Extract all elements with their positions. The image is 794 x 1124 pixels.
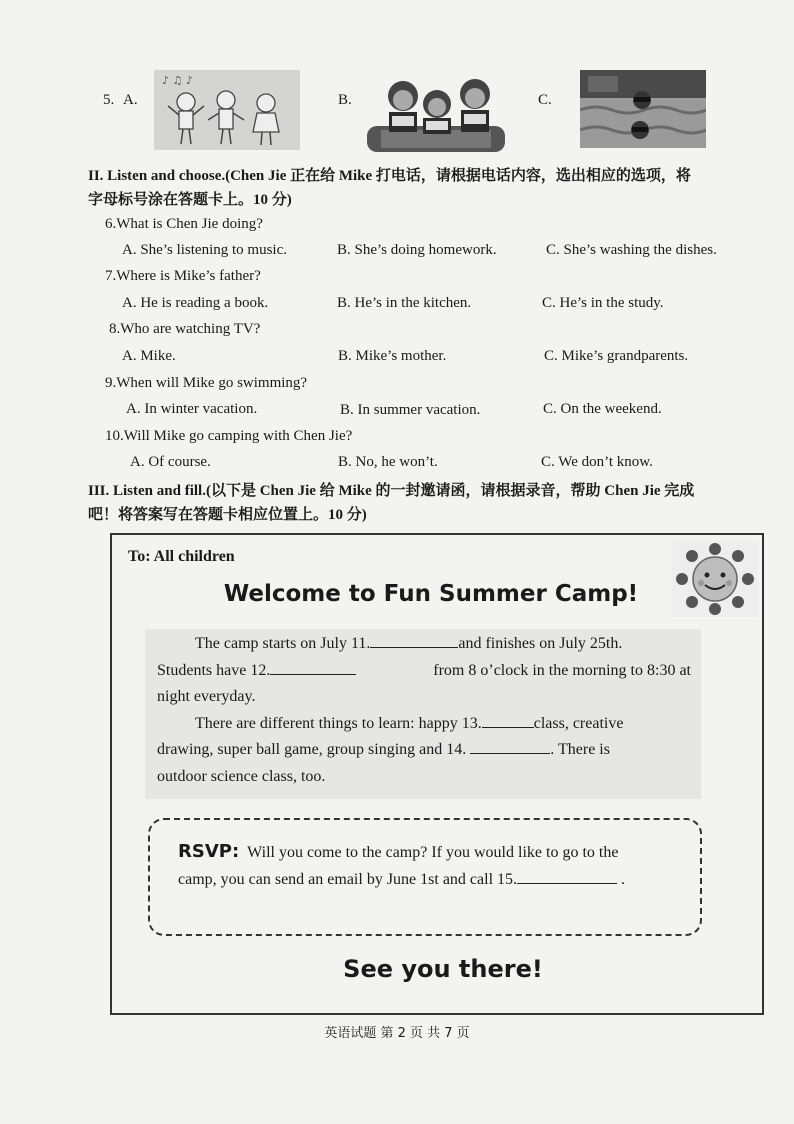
section-2-instruction: (Chen Jie 正在给 Mike 打电话，请根据电话内容，选出相应的选项，将	[225, 168, 691, 184]
p2-text-b: class, creative	[533, 714, 624, 732]
question-8: 8.Who are watching TV?	[109, 321, 261, 337]
q10-option-c[interactable]: C. We don’t know.	[541, 454, 653, 470]
section-3-heading: III. Listen and fill.	[88, 483, 206, 499]
smiling-sun-icon	[672, 541, 758, 617]
section-2-instruction-line2: 字母标号涂在答题卡上。10 分)	[88, 192, 292, 208]
question-9: 9.When will Mike go swimming?	[105, 375, 308, 391]
blank-11[interactable]	[370, 646, 458, 648]
rsvp-box	[148, 818, 702, 936]
svg-text:♪ ♫ ♪: ♪ ♫ ♪	[162, 74, 193, 87]
q5-label-c: C.	[538, 92, 552, 108]
section-2-title	[88, 164, 691, 185]
q9-option-b[interactable]: B. In summer vacation.	[340, 402, 481, 418]
q7-option-c[interactable]: C. He’s in the study.	[542, 295, 664, 311]
invitation-heading: Welcome to Fun Summer Camp!	[223, 581, 639, 607]
p2-text-a: There are different things to learn: happy 13.	[195, 714, 482, 732]
p1-text-c: Students have 12.	[157, 661, 271, 679]
q6-option-b[interactable]: B. She’s doing homework.	[337, 242, 497, 258]
rsvp-label: RSVP:	[178, 841, 240, 862]
q7-option-b[interactable]: B. He’s in the kitchen.	[337, 295, 472, 311]
blank-13[interactable]	[482, 726, 534, 728]
rsvp-text-a: Will you come to the camp? If you would like to go to the	[247, 844, 619, 861]
p2-text-d: . There is	[550, 741, 610, 758]
question-10: 10.Will Mike go camping with Chen Jie?	[105, 428, 353, 444]
invitation-card	[110, 533, 764, 1015]
p1-text-d: from 8 o’clock in the morning to 8:30 at	[433, 661, 691, 679]
blank-14[interactable]	[470, 752, 550, 754]
section-3-instruction-line2: 吧！将答案写在答题卡相应位置上。10 分)	[88, 507, 367, 523]
q5-label-a: A.	[123, 92, 138, 108]
q5-number: 5.	[103, 92, 115, 108]
q8-option-b[interactable]: B. Mike’s mother.	[338, 348, 447, 364]
children-dancing-image	[154, 70, 300, 150]
invitation-paragraph-1	[157, 631, 691, 790]
closing-text: See you there!	[343, 955, 543, 983]
q7-option-a[interactable]: A. He is reading a book.	[122, 295, 269, 311]
q8-option-c[interactable]: C. Mike’s grandparents.	[544, 348, 689, 364]
rsvp-text-b: camp, you can send an email by June 1st and call 15.	[178, 871, 518, 888]
question-7: 7.Where is Mike’s father?	[105, 268, 261, 284]
p1-text-a: The camp starts on July 11.	[195, 635, 371, 652]
q10-option-b[interactable]: B. No, he won’t.	[338, 454, 438, 470]
people-swimming-image	[580, 70, 706, 148]
p1-text-b: and finishes on July 25th.	[458, 635, 623, 652]
q9-option-c[interactable]: C. On the weekend.	[543, 401, 662, 417]
invitation-body	[145, 629, 701, 799]
q6-option-a[interactable]: A. She’s listening to music.	[122, 242, 287, 258]
blank-15[interactable]	[517, 882, 617, 884]
p2-text-c: drawing, super ball game, group singing and 14.	[157, 741, 467, 758]
blank-12[interactable]	[270, 673, 356, 675]
p1-text-e: night everyday.	[157, 688, 256, 705]
q9-option-a[interactable]: A. In winter vacation.	[126, 401, 258, 417]
section-3-instruction: (以下是 Chen Jie 给 Mike 的一封邀请函，请根据录音，帮助 Chen Jie 完成	[205, 483, 695, 499]
children-reading-image	[367, 70, 505, 152]
q8-option-a[interactable]: A. Mike.	[122, 348, 176, 364]
invitation-to: To: All children	[128, 548, 235, 565]
q5-label-b: B.	[338, 92, 352, 108]
question-6: 6.What is Chen Jie doing?	[105, 216, 263, 232]
rsvp-end: .	[621, 871, 626, 888]
q10-option-a[interactable]: A. Of course.	[130, 454, 211, 470]
q6-option-c[interactable]: C. She’s washing the dishes.	[546, 242, 717, 258]
section-2-heading: II. Listen and choose.	[88, 168, 226, 184]
section-3-title	[88, 479, 694, 500]
p2-text-e: outdoor science class, too.	[157, 767, 326, 785]
page-footer: 英语试题 第 2 页 共 7 页	[324, 1026, 470, 1041]
